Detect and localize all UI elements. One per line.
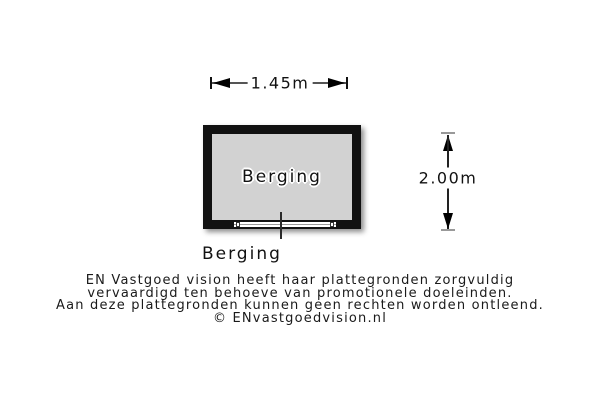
window-symbol (234, 220, 336, 229)
window-end-right (330, 222, 334, 227)
disclaimer-line-2: vervaardigd ten behoeve van promotionele doeleinden. (87, 285, 513, 301)
height-dimension-cap-top (441, 132, 455, 134)
disclaimer-line-1: EN Vastgoed vision heeft haar plattegronden zorgvuldig (85, 273, 515, 288)
width-dimension-tick-right (346, 77, 348, 89)
room-caption: Berging (202, 244, 282, 264)
disclaimer-text (0, 275, 600, 325)
height-dimension-cap-bottom (441, 229, 455, 231)
arrow-right-icon (328, 78, 345, 88)
window-end-left (236, 222, 240, 227)
disclaimer-line-4: © ENvastgoedvision.nl (212, 310, 388, 326)
window-divider-post (280, 212, 282, 239)
arrow-left-icon (213, 78, 230, 88)
height-dimension-label: 2.00m (418, 168, 478, 188)
window-glass-line (234, 224, 336, 225)
arrow-down-icon (443, 213, 453, 229)
room-label: Berging (242, 167, 322, 187)
room-berging (203, 125, 361, 229)
width-dimension-label: 1.45m (248, 74, 313, 93)
disclaimer-line-3: Aan deze plattegronden kunnen geen rechten worden ontleend. (56, 298, 544, 314)
